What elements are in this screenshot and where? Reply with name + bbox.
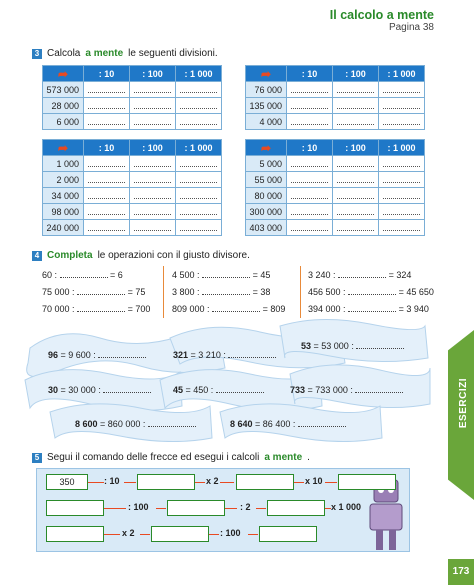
answer-box[interactable] xyxy=(267,500,325,516)
operation-line: 70 000 : = 700 xyxy=(42,304,151,314)
arrow-right xyxy=(220,482,234,483)
answer-blank[interactable] xyxy=(212,304,260,312)
answer-blank[interactable] xyxy=(379,220,425,236)
answer-blank[interactable] xyxy=(84,188,130,204)
answer-blank[interactable] xyxy=(176,114,222,130)
arrow-icon: ➦ xyxy=(246,140,287,156)
wave-equation: 45 = 450 : xyxy=(173,385,264,395)
answer-blank[interactable] xyxy=(130,156,176,172)
side-tab-label: ESERCIZI xyxy=(458,378,469,429)
arrow-icon: ➦ xyxy=(43,66,84,82)
answer-box[interactable] xyxy=(259,526,317,542)
answer-blank[interactable] xyxy=(287,114,333,130)
answer-box[interactable] xyxy=(137,474,195,490)
answer-blank[interactable] xyxy=(84,98,130,114)
answer-blank[interactable] xyxy=(77,304,125,312)
answer-blank[interactable] xyxy=(84,172,130,188)
answer-blank[interactable] xyxy=(287,204,333,220)
answer-blank[interactable] xyxy=(379,82,425,98)
answer-blank[interactable] xyxy=(216,385,264,393)
arrow-right xyxy=(124,482,136,483)
answer-blank[interactable] xyxy=(333,82,379,98)
division-table-4: ➦ : 10 : 100 : 1 000 5 000 55 000 80 000 300 000 403 000 xyxy=(245,139,425,236)
answer-blank[interactable] xyxy=(287,98,333,114)
page-number: 173 xyxy=(448,559,474,585)
start-value-box: 350 xyxy=(46,474,88,490)
answer-box[interactable] xyxy=(46,526,104,542)
answer-blank[interactable] xyxy=(130,204,176,220)
answer-blank[interactable] xyxy=(130,172,176,188)
exercise-5-title: 5 Segui il comando delle frecce ed esegui i calcoli a mente . xyxy=(32,452,310,463)
answer-blank[interactable] xyxy=(130,98,176,114)
exercise-4-title: 4 Completa le operazioni con il giusto divisore. xyxy=(32,250,250,261)
answer-blank[interactable] xyxy=(333,188,379,204)
answer-blank[interactable] xyxy=(77,287,125,295)
answer-blank[interactable] xyxy=(333,156,379,172)
answer-blank[interactable] xyxy=(333,172,379,188)
answer-blank[interactable] xyxy=(176,188,222,204)
arrow-left xyxy=(104,508,126,509)
answer-box[interactable] xyxy=(167,500,225,516)
answer-blank[interactable] xyxy=(355,385,403,393)
answer-blank[interactable] xyxy=(348,304,396,312)
exercise-number: 5 xyxy=(32,453,42,463)
answer-blank[interactable] xyxy=(338,270,386,278)
operation-label: x 2 xyxy=(206,476,219,486)
arrow-left xyxy=(156,508,166,509)
operation-line: 3 800 : = 38 xyxy=(172,287,271,297)
operation-label: : 100 xyxy=(128,502,149,512)
answer-blank[interactable] xyxy=(176,98,222,114)
answer-box[interactable] xyxy=(46,500,104,516)
answer-blank[interactable] xyxy=(130,188,176,204)
answer-blank[interactable] xyxy=(379,188,425,204)
arrow-right xyxy=(195,482,205,483)
answer-blank[interactable] xyxy=(176,82,222,98)
arrow-right xyxy=(248,534,258,535)
page-title: Il calcolo a mente xyxy=(329,8,434,22)
answer-blank[interactable] xyxy=(287,82,333,98)
arrow-left xyxy=(256,508,266,509)
answer-blank[interactable] xyxy=(176,172,222,188)
wave-equation: 53 = 53 000 : xyxy=(301,341,404,351)
operation-label: x 1 000 xyxy=(331,502,362,512)
arrow-left xyxy=(225,508,237,509)
answer-blank[interactable] xyxy=(84,220,130,236)
answer-box[interactable] xyxy=(151,526,209,542)
answer-blank[interactable] xyxy=(176,156,222,172)
answer-blank[interactable] xyxy=(333,204,379,220)
arrow-right xyxy=(140,534,150,535)
operation-line: 60 : = 6 xyxy=(42,270,123,280)
operation-label: : 2 xyxy=(240,502,251,512)
answer-blank[interactable] xyxy=(287,188,333,204)
column-divider xyxy=(163,266,164,318)
division-table-2: ➦ : 10 : 100 : 1 000 76 000 135 000 4 000 xyxy=(245,65,425,130)
operation-label: x 10 xyxy=(305,476,323,486)
answer-blank[interactable] xyxy=(176,204,222,220)
answer-blank[interactable] xyxy=(130,82,176,98)
answer-blank[interactable] xyxy=(84,204,130,220)
answer-blank[interactable] xyxy=(379,156,425,172)
answer-blank[interactable] xyxy=(379,204,425,220)
answer-blank[interactable] xyxy=(333,98,379,114)
arrow-icon: ➦ xyxy=(246,66,287,82)
answer-blank[interactable] xyxy=(84,156,130,172)
answer-box[interactable] xyxy=(236,474,294,490)
answer-blank[interactable] xyxy=(298,419,346,427)
answer-box[interactable] xyxy=(338,474,396,490)
exercise-number: 3 xyxy=(32,49,42,59)
exercise-number: 4 xyxy=(32,251,42,261)
operation-line: 809 000 : = 809 xyxy=(172,304,286,314)
operation-label: x 2 xyxy=(122,528,135,538)
answer-blank[interactable] xyxy=(348,287,396,295)
operation-label: : 10 xyxy=(104,476,120,486)
division-table-1: ➦ : 10 : 100 : 1 000 573 000 28 000 6 000 xyxy=(42,65,222,130)
answer-blank[interactable] xyxy=(287,220,333,236)
operation-line: 3 240 : = 324 xyxy=(308,270,412,280)
answer-blank[interactable] xyxy=(379,98,425,114)
answer-blank[interactable] xyxy=(98,350,146,358)
answer-blank[interactable] xyxy=(228,350,276,358)
arrow-right xyxy=(325,482,337,483)
answer-blank[interactable] xyxy=(130,220,176,236)
wave-equation: 8 600 = 860 000 : xyxy=(75,419,196,429)
answer-blank[interactable] xyxy=(60,270,108,278)
answer-blank[interactable] xyxy=(333,220,379,236)
wave-equation: 321 = 3 210 : xyxy=(173,350,276,360)
wave-equation: 96 = 9 600 : xyxy=(48,350,146,360)
answer-blank[interactable] xyxy=(202,270,250,278)
wave-equation: 30 = 30 000 : xyxy=(48,385,151,395)
operation-line: 75 000 : = 75 xyxy=(42,287,146,297)
answer-blank[interactable] xyxy=(148,419,196,427)
arrow-right xyxy=(88,482,104,483)
exercise-3-title: 3 Calcola a mente le seguenti divisioni. xyxy=(32,48,218,59)
wave-equation: 8 640 = 86 400 : xyxy=(230,419,346,429)
answer-blank[interactable] xyxy=(202,287,250,295)
answer-blank[interactable] xyxy=(84,114,130,130)
answer-blank[interactable] xyxy=(379,114,425,130)
page-reference: Pagina 38 xyxy=(388,22,434,33)
column-divider xyxy=(300,266,301,318)
operation-label: : 100 xyxy=(220,528,241,538)
answer-blank[interactable] xyxy=(130,114,176,130)
answer-blank[interactable] xyxy=(84,82,130,98)
arrow-right xyxy=(104,534,120,535)
answer-blank[interactable] xyxy=(379,172,425,188)
operation-line: 4 500 : = 45 xyxy=(172,270,271,280)
answer-blank[interactable] xyxy=(287,172,333,188)
arrow-icon: ➦ xyxy=(43,140,84,156)
answer-blank[interactable] xyxy=(103,385,151,393)
answer-blank[interactable] xyxy=(176,220,222,236)
answer-blank[interactable] xyxy=(287,156,333,172)
arrow-right xyxy=(209,534,219,535)
answer-blank[interactable] xyxy=(356,341,404,349)
answer-blank[interactable] xyxy=(333,114,379,130)
operation-line: 394 000 : = 3 940 xyxy=(308,304,429,314)
operation-line: 456 500 : = 45 650 xyxy=(308,287,434,297)
arrow-right xyxy=(294,482,304,483)
division-table-3: ➦ : 10 : 100 : 1 000 1 000 2 000 34 000 98 000 240 000 xyxy=(42,139,222,236)
wave-equation: 733 = 733 000 : xyxy=(290,385,403,395)
